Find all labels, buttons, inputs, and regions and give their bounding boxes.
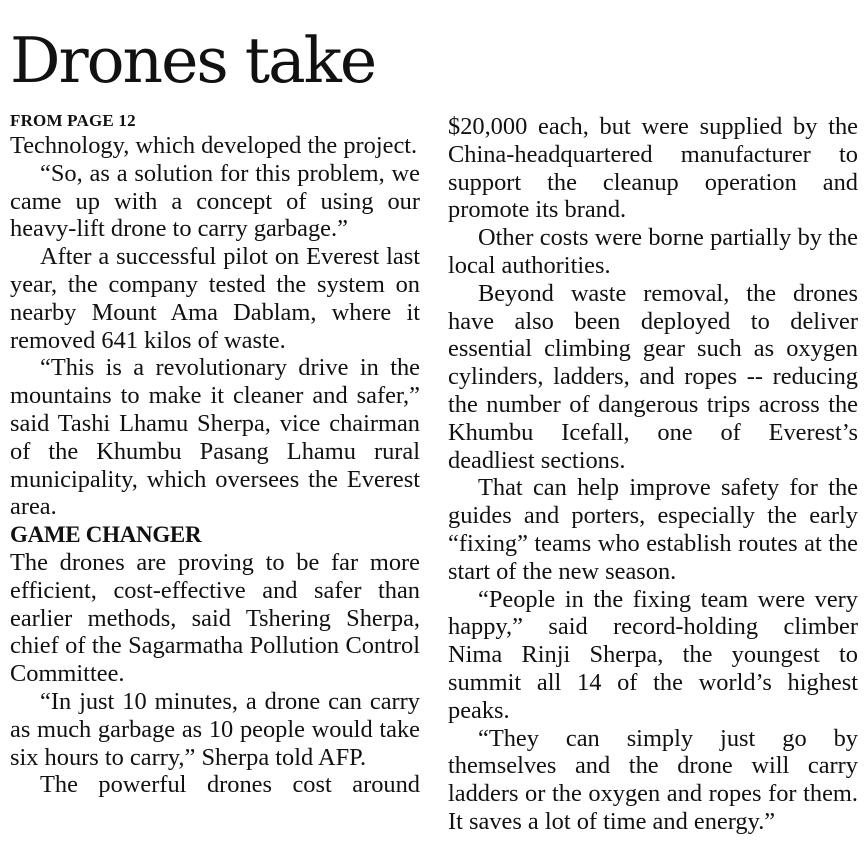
paragraph: “They can simply just go by themselves and the drone will carry ladders or the oxygen and ropes for them. It saves a lot of time and energy.” [448, 724, 858, 835]
headline: Drones take [10, 24, 376, 97]
paragraph: The drones are proving to be far more efficient, cost-effective and safer than earlier methods, said Tshering Sherpa, chief of the Sagarmatha Pollution Control Committee. [10, 548, 420, 688]
paragraph: That can help improve safety for the guides and porters, especially the early “fixing” teams who establish routes at the start of the new season. [448, 474, 858, 585]
continuation-kicker: FROM PAGE 12 [10, 111, 136, 130]
paragraph: “This is a revolutionary drive in the mountains to make it cleaner and safer,” said Tashi Lhamu Sherpa, vice chairman of the Khumbu Pasang Lhamu rural municipality, which oversees the Everest area. [10, 354, 420, 521]
paragraph: $20,000 each, but were supplied by the China-headquartered manufacturer to support the cleanup operation and promote its brand. [448, 113, 858, 224]
paragraph: Other costs were borne partially by the local authorities. [448, 224, 858, 279]
paragraph: The powerful drones cost around [40, 771, 420, 799]
paragraph: “People in the fixing team were very happy,” said record-holding climber Nima Rinji Sherpa, the youngest to summit all 14 of the world’s highest peaks. [448, 585, 858, 724]
paragraph: After a successful pilot on Everest last year, the company tested the system on nearby Mount Ama Dablam, where it removed 641 kilos of waste. [10, 243, 420, 354]
paragraph: Beyond waste removal, the drones have also been deployed to deliver essential climbing gear such as oxygen cylinders, ladders, and ropes -- reducing the number of dangerous trips across the Khumbu Icefall, one of Everest’s deadliest sections. [448, 279, 858, 474]
paragraph: Technology, which developed the project. [10, 132, 418, 159]
right-column [448, 113, 858, 836]
section-subhead: GAME CHANGER [10, 522, 202, 548]
paragraph: “So, as a solution for this problem, we came up with a concept of using our heavy-lift drone to carry garbage.” [10, 159, 420, 243]
left-column [10, 110, 420, 799]
paragraph: “In just 10 minutes, a drone can carry as much garbage as 10 people would take six hours to carry,” Sherpa told AFP. [10, 687, 420, 771]
